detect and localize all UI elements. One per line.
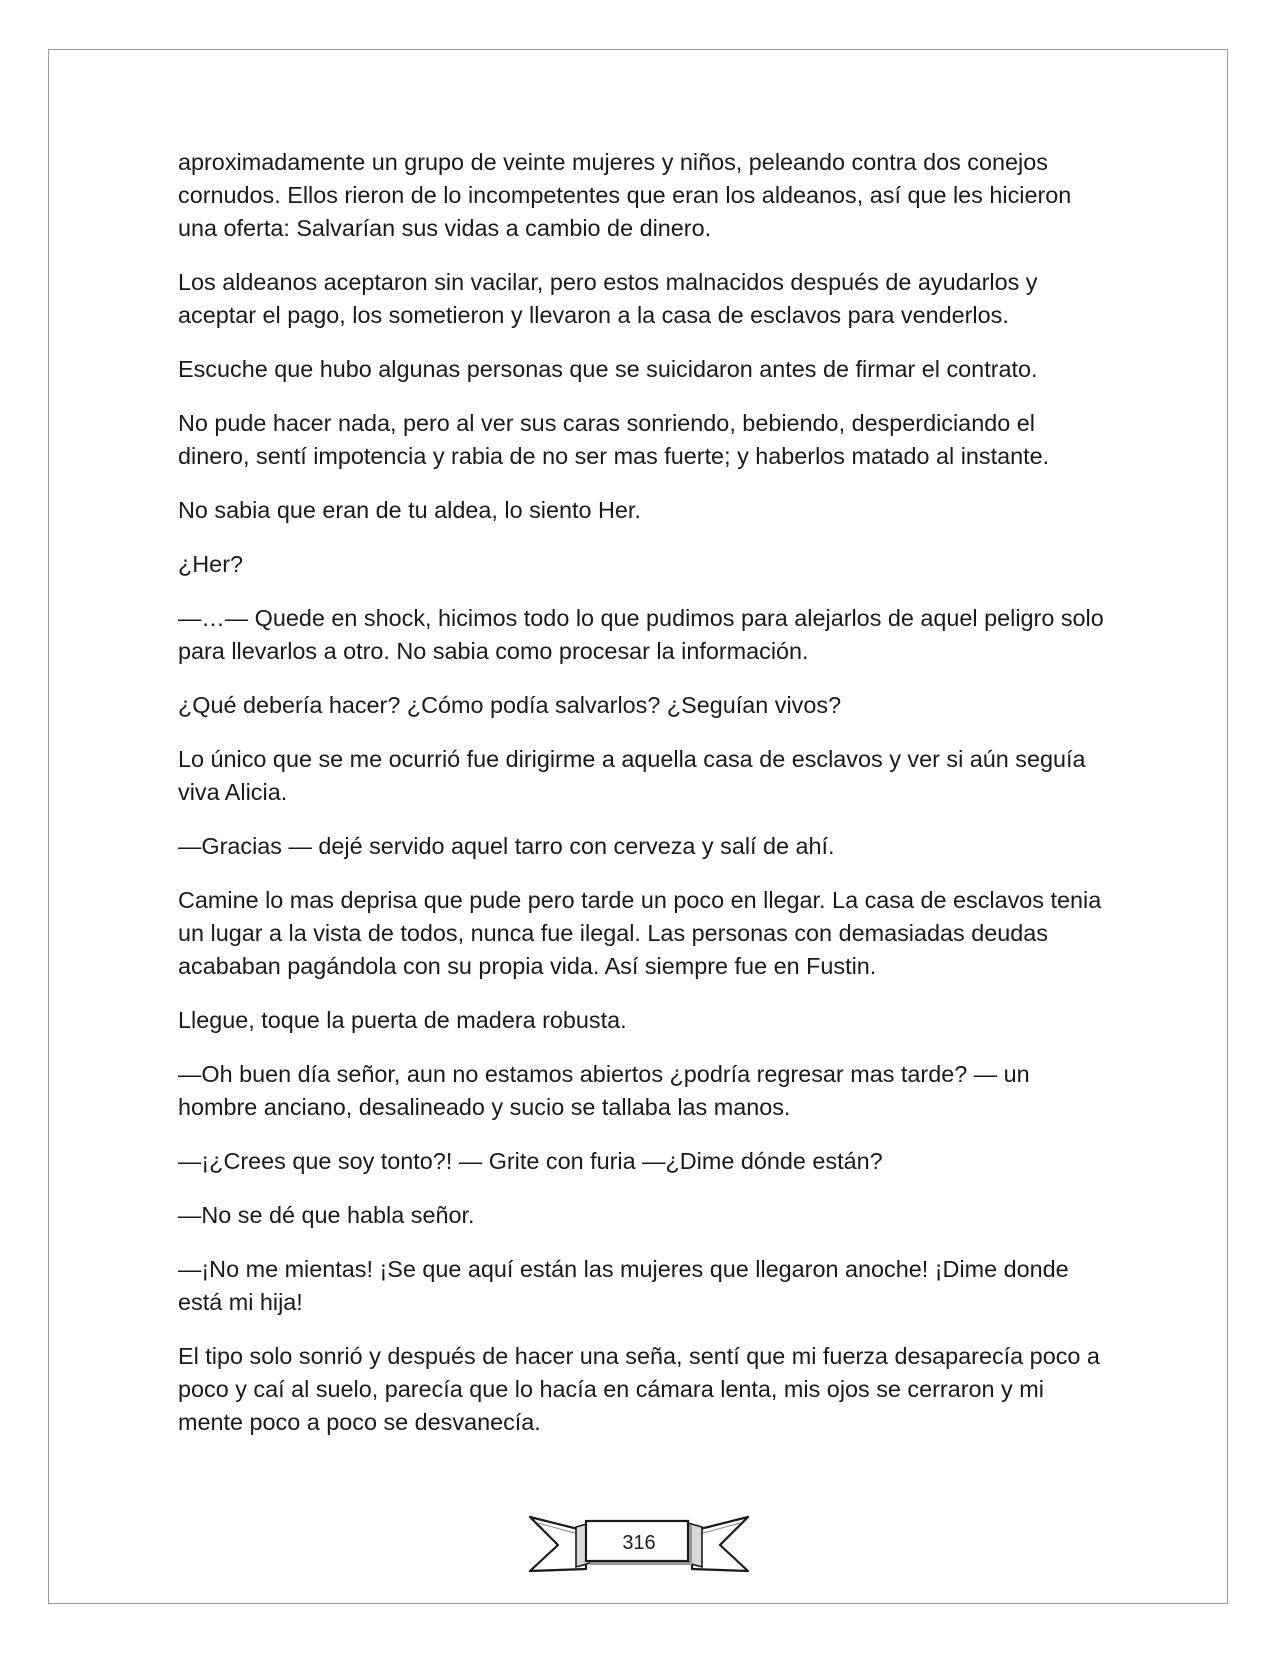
paragraph: —¡¿Crees que soy tonto?! — Grite con furia —¿Dime dónde están? [178, 1148, 883, 1174]
paragraph: Escuche que hubo algunas personas que se suicidaron antes de firmar el contrato. [178, 356, 1038, 382]
paragraph: No sabia que eran de tu aldea, lo siento Her. [178, 497, 641, 523]
paragraph: —Gracias — dejé servido aquel tarro con cerveza y salí de ahí. [178, 833, 835, 859]
page-number-banner [528, 1513, 750, 1581]
paragraph: —No se dé que habla señor. [178, 1202, 475, 1228]
page-number: 316 [622, 1532, 656, 1554]
paragraph: El tipo solo sonrió y después de hacer una seña, sentí que mi fuerza desaparecía poco a poco y caí al suelo, parecía que lo hacía en cámara lenta, mis ojos se cerraron y mi mente poco a poco se desvanecía. [178, 1343, 1100, 1435]
paragraph: Llegue, toque la puerta de madera robusta. [178, 1007, 627, 1033]
paragraph: —Oh buen día señor, aun no estamos abiertos ¿podría regresar mas tarde? — un hombre anciano, desalineado y sucio se tallaba las manos. [178, 1061, 1030, 1120]
paragraph: Camine lo mas deprisa que pude pero tarde un poco en llegar. La casa de esclavos tenia un lugar a la vista de todos, nunca fue ilegal. Las personas con demasiadas deudas acababan pagándola con su propia vida. Así siempre fue en Fustin. [178, 887, 1102, 979]
paragraph: ¿Her? [178, 551, 243, 577]
paragraph: —¡No me mientas! ¡Se que aquí están las mujeres que llegaron anoche! ¡Dime donde está mi hija! [178, 1256, 1069, 1315]
paragraph: ¿Qué debería hacer? ¿Cómo podía salvarlos? ¿Seguían vivos? [178, 692, 842, 718]
paragraph: —…— Quede en shock, hicimos todo lo que pudimos para alejarlos de aquel peligro solo para llevarlos a otro. No sabia como procesar la información. [178, 605, 1104, 664]
paragraph: Los aldeanos aceptaron sin vacilar, pero estos malnacidos después de ayudarlos y aceptar el pago, los sometieron y llevaron a la casa de esclavos para venderlos. [178, 269, 1038, 328]
body-text [178, 146, 1108, 1460]
paragraph: No pude hacer nada, pero al ver sus caras sonriendo, bebiendo, desperdiciando el dinero, sentí impotencia y rabia de no ser mas fuerte; y haberlos matado al instante. [178, 410, 1050, 469]
paragraph: Lo único que se me ocurrió fue dirigirme a aquella casa de esclavos y ver si aún seguía viva Alicia. [178, 746, 1086, 805]
paragraph: aproximadamente un grupo de veinte mujeres y niños, peleando contra dos conejos cornudos. Ellos rieron de lo incompetentes que eran los aldeanos, así que les hicieron una oferta: Salvarían sus vidas a cambio de dinero. [178, 149, 1072, 241]
